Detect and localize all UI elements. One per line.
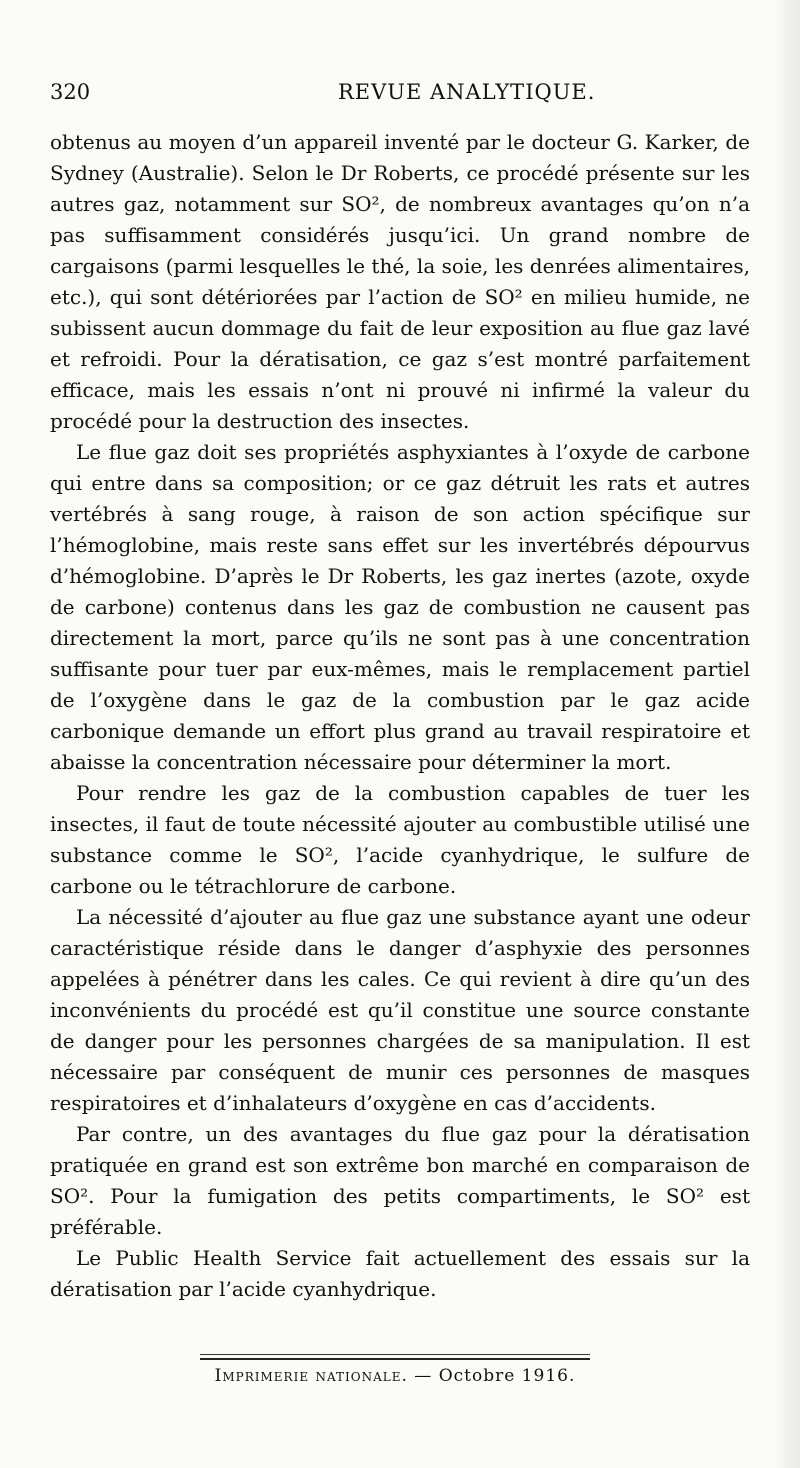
page-number: 320	[50, 80, 91, 104]
imprint-separator: —	[414, 1366, 433, 1386]
imprint-line	[200, 1366, 590, 1386]
running-head: REVUE ANALYTIQUE.	[338, 80, 596, 104]
footer-rule-thin	[200, 1354, 590, 1355]
imprint-date: Octobre 1916.	[438, 1366, 576, 1386]
body-text	[50, 127, 750, 1305]
paragraph-6: Le Public Health Service fait actuellement des essais sur la dératisation par l’acide cyanhydrique.	[50, 1246, 750, 1301]
paragraph-4: La nécessité d’ajouter au flue gaz une substance ayant une odeur caractéristique réside dans le danger d’asphyxie des personnes appelées à pénétrer dans les cales. Ce qui revient à dire qu’un des inconvénients du procédé est qu’il constitue une source constante de danger pour les personnes chargées de sa manipulation. Il est nécessaire par conséquent de munir ces personnes de masques respiratoires et d’inhalateurs d’oxygène en cas d’accidents.	[50, 905, 750, 1115]
paragraph-1: obtenus au moyen d’un appareil inventé par le docteur G. Karker, de Sydney (Australie). Selon le Dr Roberts, ce procédé présente sur les autres gaz, notamment sur SO², de nombreux avantages qu’on n’a pas suffisamment considérés jusqu’ici. Un grand nombre de cargaisons (parmi lesquelles le thé, la soie, les denrées alimentaires, etc.), qui sont détériorées par l’action de SO² en milieu humide, ne subissent aucun dommage du fait de leur exposition au flue gaz lavé et refroidi. Pour la dératisation, ce gaz s’est montré parfaitement efficace, mais les essais n’ont ni prouvé ni infirmé la valeur du procédé pour la destruction des insectes.	[50, 130, 750, 433]
page-header	[50, 80, 750, 116]
footer-rule-thick	[200, 1358, 590, 1360]
page-edge-shadow	[772, 0, 800, 1468]
paragraph-3: Pour rendre les gaz de la combustion capables de tuer les insectes, il faut de toute nécessité ajouter au combustible utilisé une substance comme le SO², l’acide cyanhydrique, le sulfure de carbone ou le tétrachlorure de carbone.	[50, 781, 750, 898]
paragraph-5: Par contre, un des avantages du flue gaz pour la dératisation pratiquée en grand est son extrême bon marché en comparaison de SO². Pour la fumigation des petits compartiments, le SO² est préférable.	[50, 1122, 750, 1239]
imprint-printer: Imprimerie nationale.	[214, 1366, 408, 1386]
paragraph-2: Le flue gaz doit ses propriétés asphyxiantes à l’oxyde de carbone qui entre dans sa composition; or ce gaz détruit les rats et autres vertébrés à sang rouge, à raison de son action spécifique sur l’hémoglobine, mais reste sans effet sur les invertébrés dépourvus d’hémoglobine. D’après le Dr Roberts, les gaz inertes (azote, oxyde de carbone) contenus dans les gaz de combustion ne causent pas directement la mort, parce qu’ils ne sont pas à une concentration suffisante pour tuer par eux-mêmes, mais le remplacement partiel de l’oxygène dans le gaz de la combustion par le gaz acide carbonique demande un effort plus grand au travail respiratoire et abaisse la concentration nécessaire pour déterminer la mort.	[50, 440, 750, 774]
